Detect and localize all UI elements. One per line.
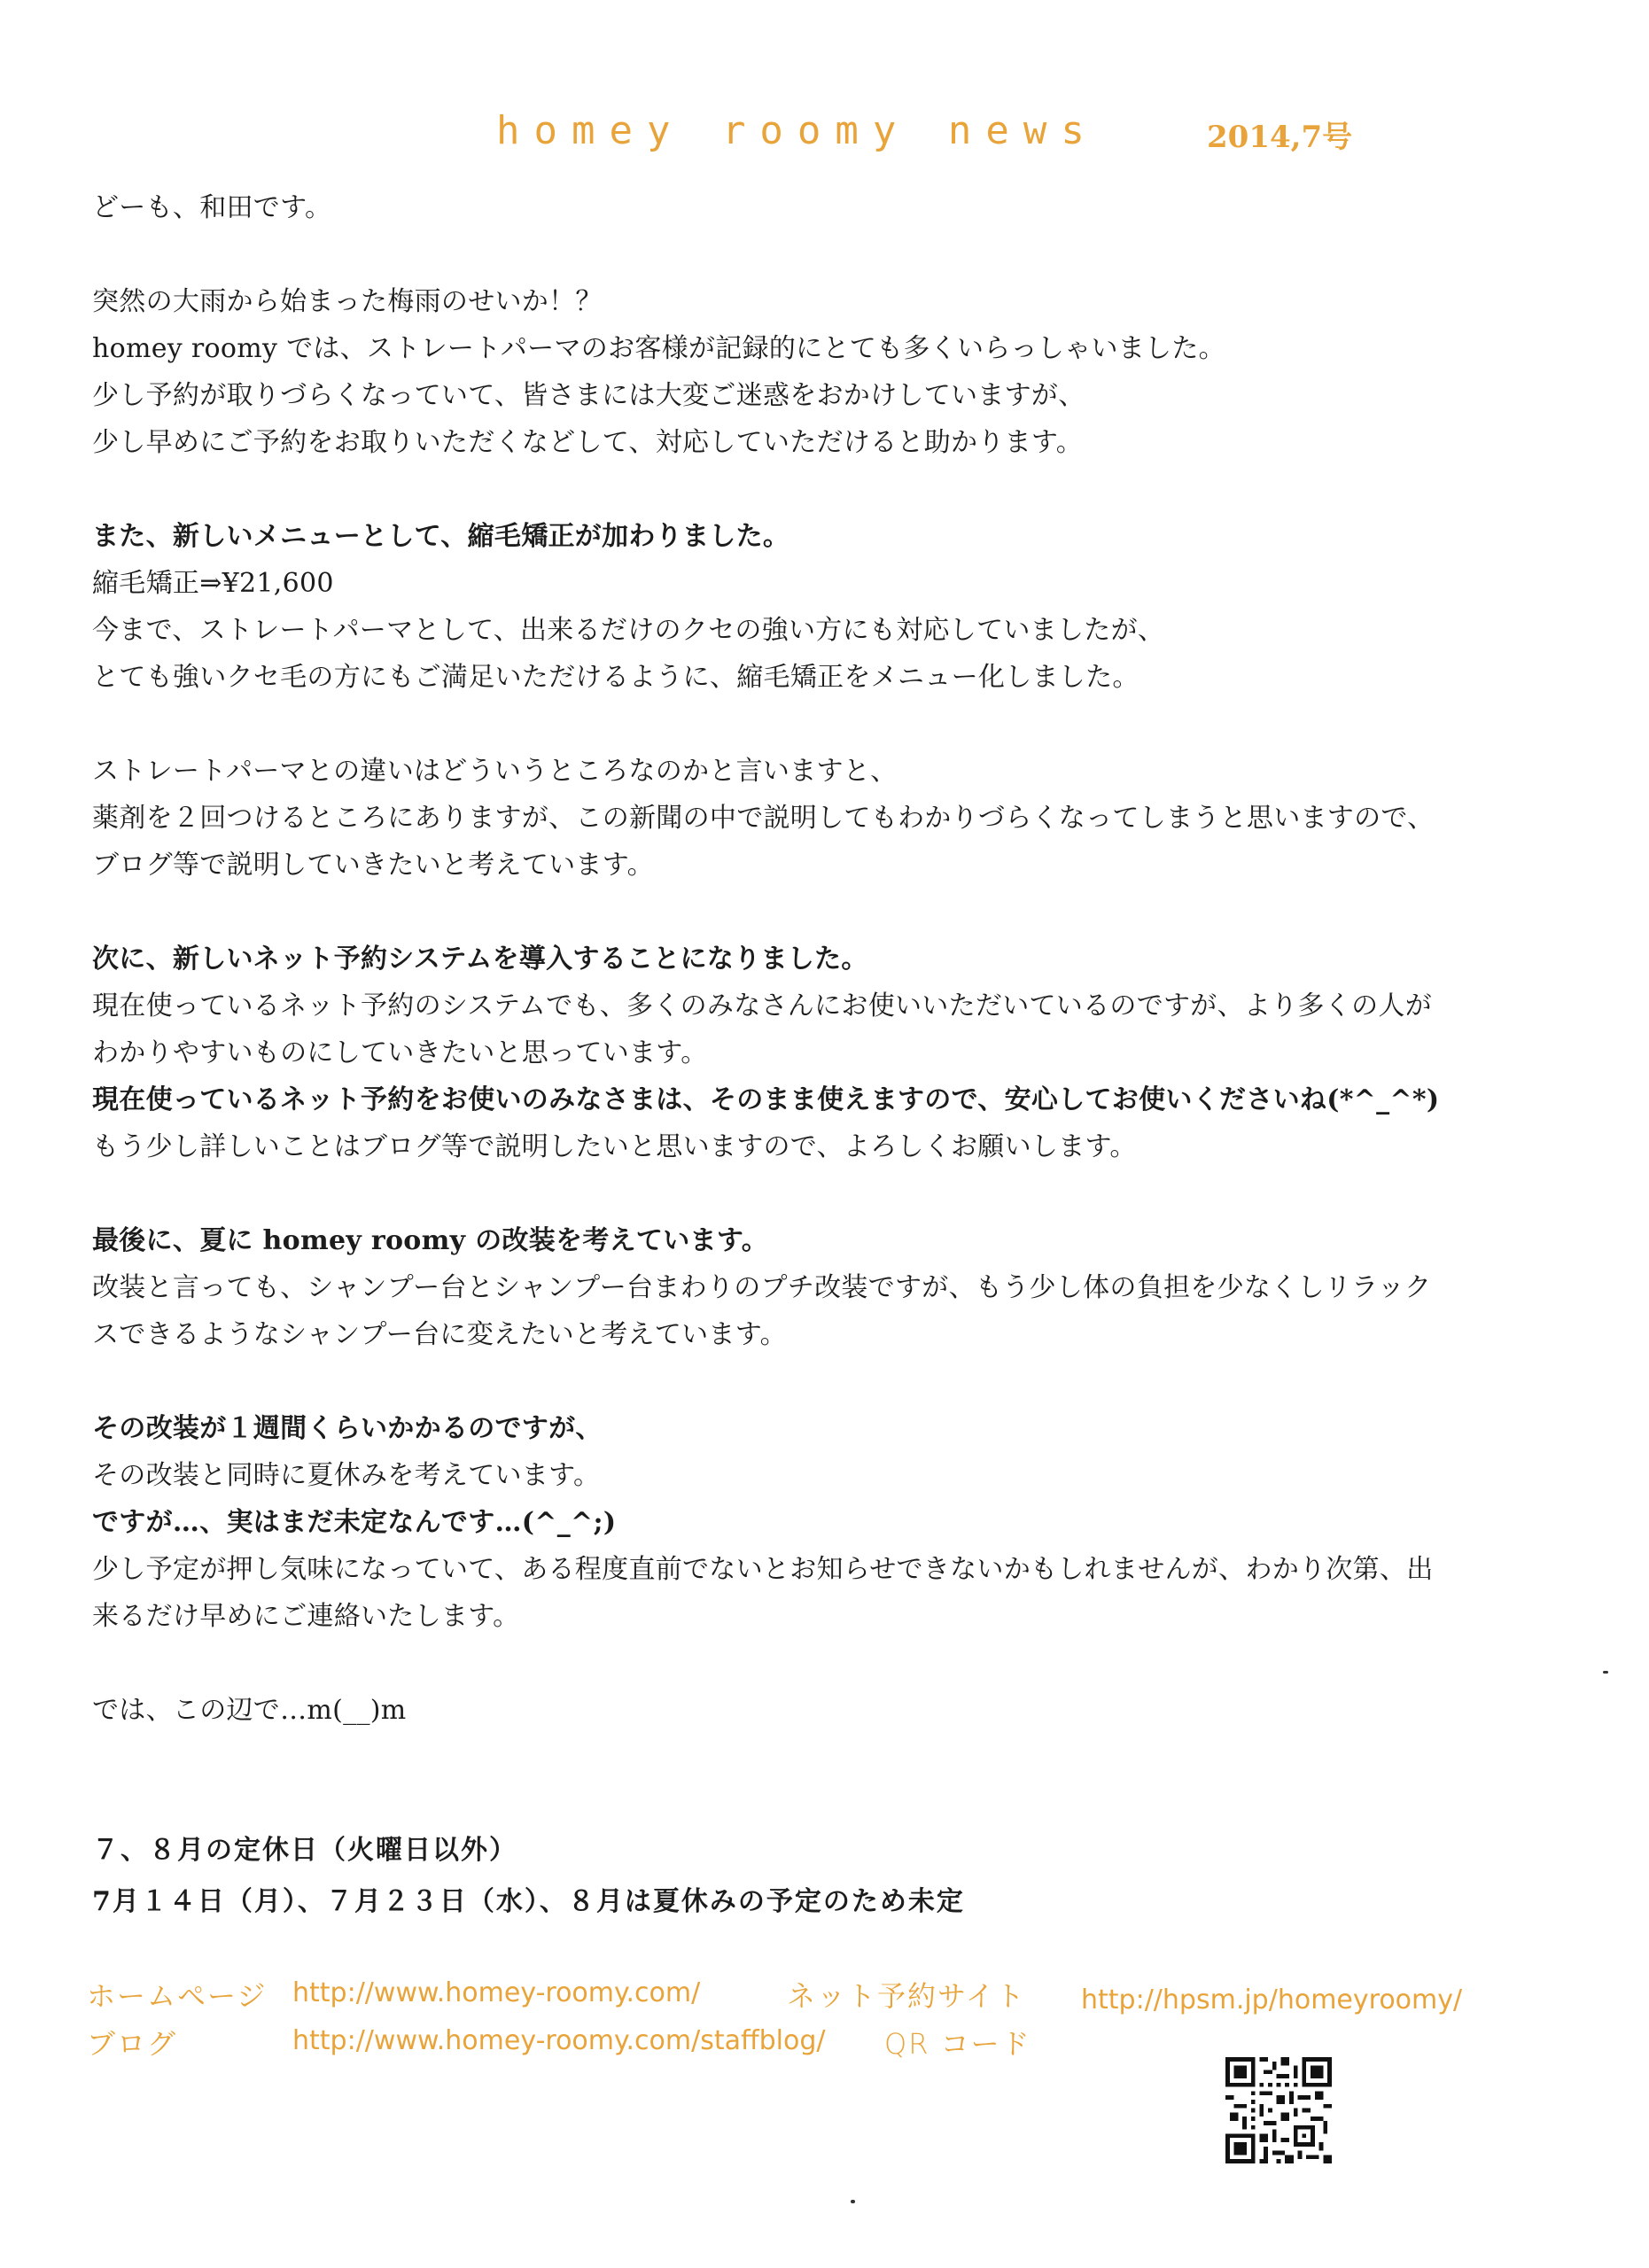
newsletter-title: homey roomy news: [496, 108, 1099, 153]
closed-days-heading: ７、８月の定休日（火曜日以外）: [92, 1835, 517, 1866]
blog-url[interactable]: http://www.homey-roomy.com/staffblog/: [292, 2025, 826, 2056]
booking-line-1: 現在使っているネット予約のシステムでも、多くのみなさんにお使いいただいているのですが、より多くの人が: [92, 990, 1432, 1021]
holiday-heading: その改装が１週間くらいかかるのですが、: [92, 1413, 603, 1444]
holiday-line-3: 来るだけ早めにご連絡いたします。: [92, 1601, 520, 1632]
homepage-url[interactable]: http://www.homey-roomy.com/: [292, 1977, 701, 2008]
scan-speck: [851, 2200, 855, 2203]
closed-days: [92, 1825, 965, 1928]
menu-heading: また、新しいメニューとして、縮毛矯正が加わりました。: [92, 521, 790, 552]
menu-line-1: 今まで、ストレートパーマとして、出来るだけのクセの強い方にも対応していましたが、: [92, 615, 1165, 646]
blog-label: ブログ: [87, 2027, 178, 2061]
rain-line-4: 少し早めにご予約をお取りいただくなどして、対応していただけると助かります。: [92, 427, 1084, 458]
closed-days-dates: 7月１４日（月）、７月２３日（水）、８月は夏休みの予定のため未定: [92, 1886, 965, 1917]
qr-code-label: QR コード: [884, 2027, 1031, 2061]
homepage-label: ホームページ: [87, 1979, 268, 2013]
menu-price: 縮毛矯正⇒¥21,600: [92, 568, 334, 599]
difference-line-2: 薬剤を２回つけるところにありますが、この新聞の中で説明してもわかりづらくなってしまうと思いますので、: [92, 803, 1435, 834]
qr-code[interactable]: [1225, 2057, 1332, 2163]
newsletter-body: [92, 184, 1563, 1734]
difference-line-1: ストレートパーマとの違いはどういうところなのかと言いますと、: [92, 756, 898, 787]
holiday-bold-line: ですが…、実はまだ未定なんです…(^_^;): [92, 1507, 617, 1538]
closing-line: では、この辺で…m(__)m: [92, 1695, 407, 1726]
booking-line-3: もう少し詳しいことはブログ等で説明したいと思いますので、よろしくお願いします。: [92, 1131, 1137, 1162]
booking-heading: 次に、新しいネット予約システムを導入することになりました。: [92, 944, 868, 975]
renovation-heading: 最後に、夏に homey roomy の改装を考えています。: [92, 1225, 769, 1256]
renovation-line-2: スできるようなシャンプー台に変えたいと考えています。: [92, 1319, 787, 1350]
rain-line-1: 突然の大雨から始まった梅雨のせいか！？: [92, 286, 603, 317]
booking-site-url[interactable]: http://hpsm.jp/homeyroomy/: [1081, 1984, 1463, 2016]
rain-line-2: homey roomy では、ストレートパーマのお客様が記録的にとても多くいらっしゃいました。: [92, 333, 1225, 364]
holiday-line-2: 少し予定が押し気味になっていて、ある程度直前でないとお知らせできないかもしれませんが、わかり次第、出: [92, 1554, 1434, 1585]
issue-number: 2014,7号: [1207, 120, 1353, 155]
booking-line-2: わかりやすいものにしていきたいと思っています。: [92, 1037, 708, 1068]
menu-line-2: とても強いクセ毛の方にもご満足いただけるように、縮毛矯正をメニュー化しました。: [92, 662, 1140, 693]
difference-line-3: ブログ等で説明していきたいと考えています。: [92, 850, 654, 881]
greeting: どーも、和田です。: [92, 192, 332, 223]
scan-speck: [1603, 1671, 1608, 1674]
booking-site-label: ネット予約サイト: [787, 1979, 1026, 2013]
renovation-line-1: 改装と言っても、シャンプー台とシャンプー台まわりのプチ改装ですが、もう少し体の負担を少なくしリラック: [92, 1272, 1432, 1303]
rain-line-3: 少し予約が取りづらくなっていて、皆さまには大変ご迷惑をおかけしていますが、: [92, 380, 1085, 411]
holiday-line-1: その改装と同時に夏休みを考えています。: [92, 1460, 601, 1491]
booking-bold-line: 現在使っているネット予約をお使いのみなさまは、そのまま使えますので、安心してお使いくださいね(*^_^*): [92, 1084, 1440, 1115]
